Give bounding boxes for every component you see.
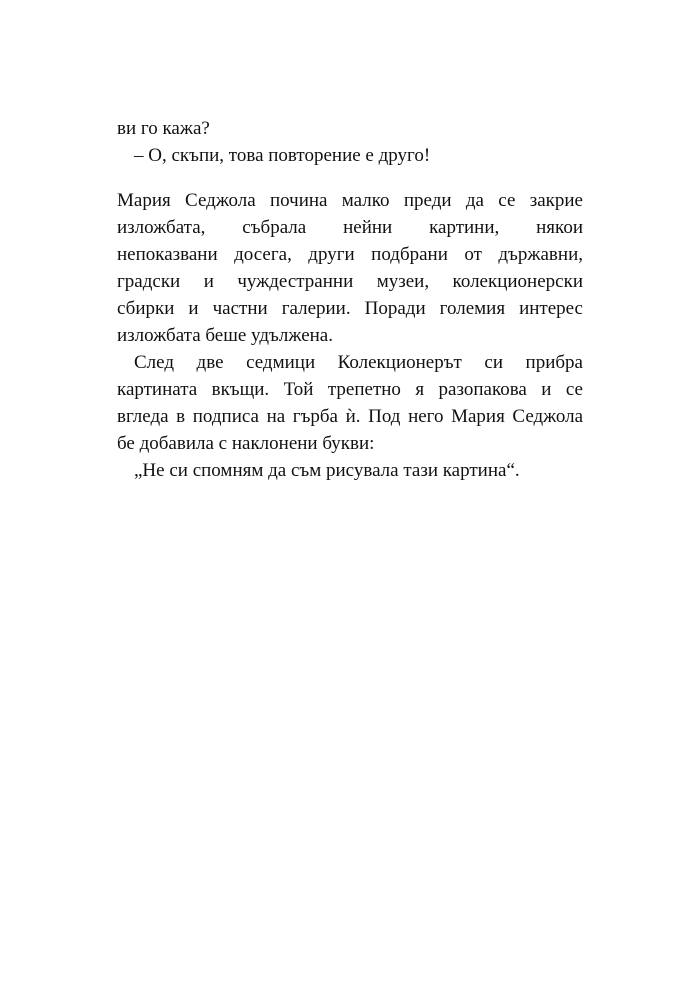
- dialog-line-2: – О, скъпи, това повторение е друго!: [134, 145, 431, 166]
- paragraph-1-line-5: сбирки и частни галерии. Поради големия интерес: [117, 298, 583, 319]
- quote-line: „Не си спомням да съм рисувала тази картина“.: [134, 460, 520, 481]
- quote-paragraph: [117, 457, 583, 484]
- paragraph-2-line-1: След две седмици Колекционерът си прибра: [134, 352, 583, 373]
- main-text-block: [117, 187, 583, 484]
- paragraph-1-line-4: градски и чуждестранни музеи, колекционерски: [117, 271, 583, 292]
- paragraph-2-line-2: картината вкъщи. Той трепетно я разопакова и се: [117, 379, 583, 400]
- paragraph-1-line-1: Мария Седжола почина малко преди да се закрие: [117, 190, 583, 211]
- paragraph-2: [117, 349, 583, 457]
- paragraph-2-line-3: вгледа в подписа на гърба ѝ. Под него Мария Седжола: [117, 406, 583, 427]
- paragraph-1-line-3: непоказвани досега, други подбрани от държавни,: [117, 244, 583, 265]
- dialog-block: [117, 115, 583, 169]
- dialog-line-1: ви го кажа?: [117, 118, 210, 139]
- paragraph-1-line-2: изложбата, събрала нейни картини, някои: [117, 217, 583, 238]
- paragraph-1-line-6: изложбата беше удължена.: [117, 325, 333, 346]
- paragraph-2-line-4: бе добавила с наклонени букви:: [117, 433, 375, 454]
- paragraph-1: [117, 187, 583, 349]
